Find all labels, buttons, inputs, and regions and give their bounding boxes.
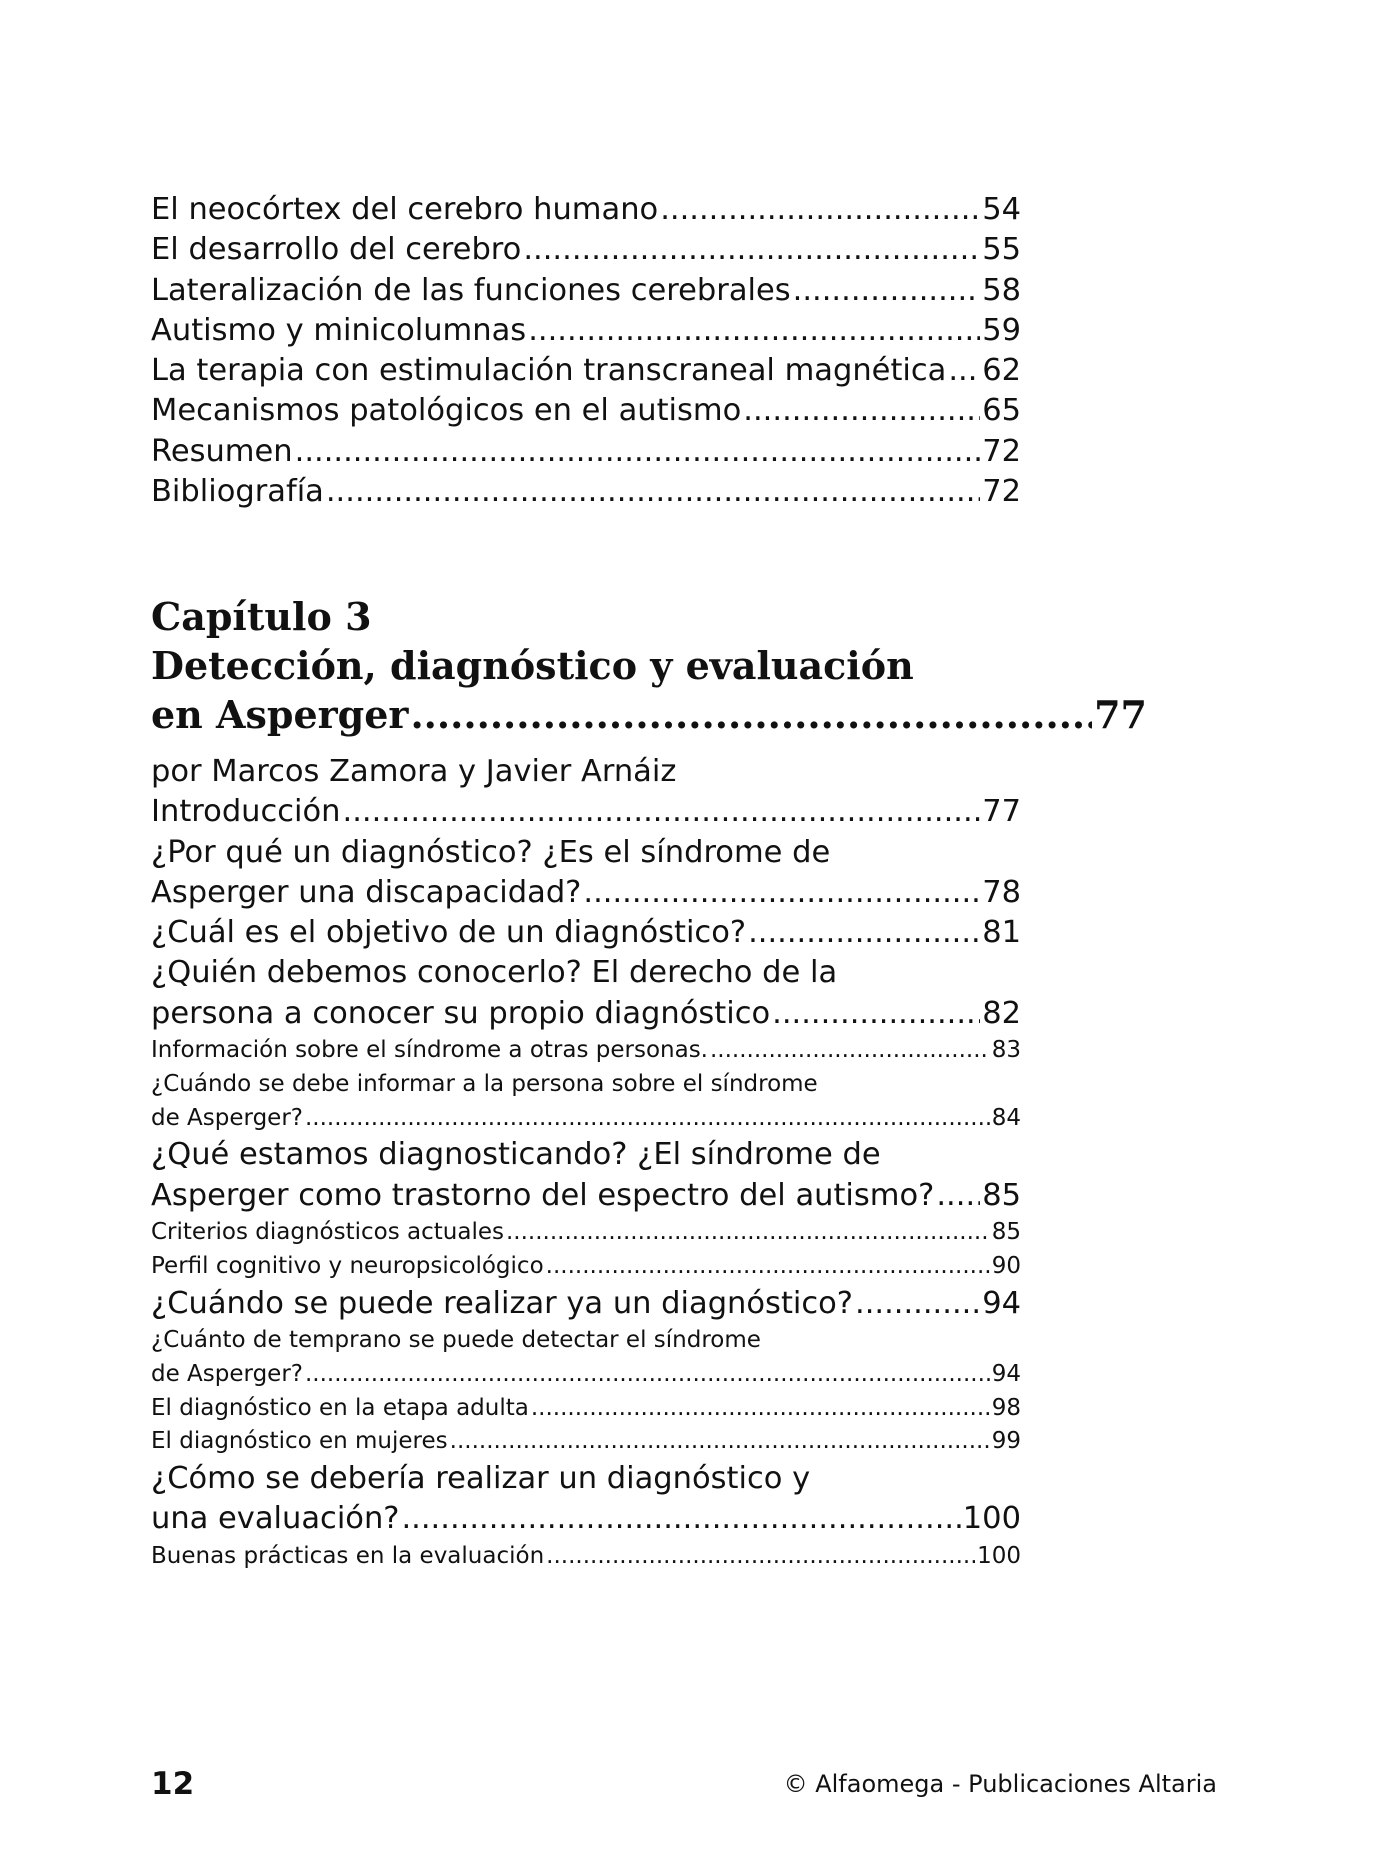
toc-entry-page: 85 (982, 1177, 1021, 1213)
toc-entry-title: El desarrollo del cerebro (151, 232, 522, 268)
toc-entry[interactable] (151, 432, 1021, 472)
page-number: 12 (151, 1766, 195, 1802)
toc-leader-dots (528, 311, 980, 351)
toc-entry[interactable] (151, 190, 1021, 230)
toc-leader-dots (523, 230, 980, 270)
toc-entry-title-line[interactable]: ¿Por qué un diagnóstico? ¿Es el síndrome de (151, 834, 831, 870)
toc-entry-title: Lateralización de las funciones cerebrales (151, 272, 791, 308)
toc-leader-dots (450, 1425, 990, 1459)
toc-leader-dots (401, 1499, 960, 1539)
toc-subentry[interactable] (151, 1102, 1021, 1136)
toc-leader-dots (305, 1102, 990, 1136)
toc-entry-title: Bibliografía (151, 474, 324, 510)
toc-entry[interactable] (151, 271, 1021, 311)
toc-entry[interactable] (151, 913, 1021, 953)
toc-subentry[interactable] (151, 1540, 1021, 1574)
toc-subentry-page: 83 (991, 1037, 1021, 1064)
toc-subentry-title-line[interactable]: ¿Cuánto de temprano se puede detectar el síndrome (151, 1326, 761, 1353)
toc-leader-dots (410, 690, 1092, 739)
publisher-copyright: © Alfaomega - Publicaciones Altaria (783, 1770, 1217, 1798)
toc-subentry[interactable] (151, 1425, 1021, 1459)
toc-leader-dots (855, 1284, 980, 1324)
toc-entry-title: Resumen (151, 433, 293, 469)
toc-entry-page: 58 (982, 272, 1021, 308)
toc-subentry-page: 85 (991, 1219, 1021, 1246)
toc-entry[interactable] (151, 1176, 1021, 1216)
toc-leader-dots (793, 271, 981, 311)
toc-entry[interactable] (151, 311, 1021, 351)
toc-section-chapter-2-tail (151, 190, 1021, 512)
toc-leader-dots (546, 1250, 990, 1284)
chapter-title-entry (151, 690, 1147, 739)
toc-entry-page: 77 (982, 794, 1021, 830)
toc-entry-page: 65 (982, 393, 1021, 429)
toc-entry[interactable] (151, 351, 1021, 391)
toc-entry-page: 78 (982, 874, 1021, 910)
toc-subentry-title: El diagnóstico en la etapa adulta (151, 1394, 529, 1421)
toc-leader-dots (326, 472, 980, 512)
toc-subentry[interactable] (151, 1034, 1021, 1068)
toc-subentry-title: Buenas prácticas en la evaluación (151, 1542, 545, 1569)
chapter-label: Capítulo 3 (151, 594, 372, 639)
toc-entry-title: ¿Cuándo se puede realizar ya un diagnóstico? (151, 1285, 853, 1321)
toc-leader-dots (305, 1358, 990, 1392)
toc-entry-title: Mecanismos patológicos en el autismo (151, 393, 742, 429)
toc-entry[interactable] (151, 873, 1021, 913)
toc-entry[interactable] (151, 1284, 1021, 1324)
toc-entry[interactable] (151, 391, 1021, 431)
toc-entry-page: 100 (962, 1501, 1021, 1537)
toc-leader-dots (343, 792, 981, 832)
toc-subentry[interactable] (151, 1216, 1021, 1250)
toc-subentry[interactable] (151, 1250, 1021, 1284)
toc-leader-dots (710, 1034, 990, 1068)
toc-entry-title: La terapia con estimulación transcraneal magnética (151, 353, 947, 389)
toc-leader-dots (772, 994, 980, 1034)
chapter-title-line-2: en Asperger (151, 692, 409, 737)
toc-entry[interactable] (151, 792, 1021, 832)
toc-subentry-title: Criterios diagnósticos actuales (151, 1219, 504, 1246)
toc-entry[interactable] (151, 994, 1021, 1034)
toc-leader-dots (546, 1540, 975, 1574)
toc-leader-dots (936, 1176, 980, 1216)
toc-subentry-page: 90 (991, 1252, 1021, 1279)
toc-entry-title: El neocórtex del cerebro humano (151, 192, 659, 227)
toc-entry-title: Introducción (151, 794, 341, 830)
toc-entry-title: Autismo y minicolumnas (151, 312, 527, 348)
toc-entry-title: una evaluación? (151, 1501, 400, 1537)
toc-leader-dots (506, 1216, 990, 1250)
toc-leader-dots (660, 190, 980, 230)
toc-entry-title: Asperger como trastorno del espectro del autismo? (151, 1177, 935, 1213)
toc-subentry[interactable] (151, 1392, 1021, 1426)
toc-subentry-page: 98 (991, 1394, 1021, 1421)
toc-leader-dots (295, 432, 981, 472)
toc-subentry-title: de Asperger? (151, 1360, 303, 1387)
toc-subentry[interactable] (151, 1358, 1021, 1392)
toc-subentry-page: 94 (991, 1360, 1021, 1387)
toc-entry-title-line[interactable]: ¿Qué estamos diagnosticando? ¿El síndrome de (151, 1137, 881, 1173)
toc-subentry-title: Perfil cognitivo y neuropsicológico (151, 1252, 544, 1279)
toc-leader-dots (743, 391, 980, 431)
toc-entry-page: 72 (982, 433, 1021, 469)
toc-leader-dots (583, 873, 980, 913)
toc-entry[interactable] (151, 472, 1021, 512)
toc-subentry-page: 100 (977, 1542, 1021, 1569)
toc-entry[interactable] (151, 1499, 1021, 1539)
toc-entry-page: 72 (982, 474, 1021, 510)
toc-entry-title: ¿Cuál es el objetivo de un diagnóstico? (151, 915, 747, 951)
toc-leader-dots (948, 351, 980, 391)
toc-entry-title: persona a conocer su propio diagnóstico (151, 995, 771, 1031)
toc-leader-dots (748, 913, 980, 953)
toc-subentry-page: 84 (991, 1104, 1021, 1131)
toc-leader-dots (531, 1392, 990, 1426)
toc-entry-page: 94 (982, 1285, 1021, 1321)
toc-entry-page: 54 (982, 192, 1021, 227)
toc-entry-title-line[interactable]: ¿Cómo se debería realizar un diagnóstico y (151, 1461, 811, 1497)
toc-entry-page: 82 (982, 995, 1021, 1031)
toc-entry-title: Asperger una discapacidad? (151, 874, 582, 910)
chapter-page: 77 (1094, 692, 1147, 737)
toc-subentry-title: El diagnóstico en mujeres (151, 1428, 448, 1455)
toc-subentry-title-line[interactable]: ¿Cuándo se debe informar a la persona sobre el síndrome (151, 1070, 818, 1097)
toc-entry-page: 55 (982, 232, 1021, 268)
toc-subentry-title: de Asperger? (151, 1104, 303, 1131)
chapter-heading[interactable] (151, 592, 1147, 739)
toc-subentry-page: 99 (991, 1428, 1021, 1455)
toc-entry-page: 81 (982, 915, 1021, 951)
chapter-title-line-1: Detección, diagnóstico y evaluación (151, 643, 914, 688)
toc-subentry-title: Información sobre el síndrome a otras personas. (151, 1037, 708, 1064)
toc-entry-page: 62 (982, 353, 1021, 389)
toc-entry[interactable] (151, 230, 1021, 270)
chapter-authors: por Marcos Zamora y Javier Arnáiz (151, 754, 677, 789)
toc-section-chapter-3 (151, 752, 1021, 1574)
toc-entry-page: 59 (982, 312, 1021, 348)
toc-entry-title-line[interactable]: ¿Quién debemos conocerlo? El derecho de la (151, 955, 838, 991)
